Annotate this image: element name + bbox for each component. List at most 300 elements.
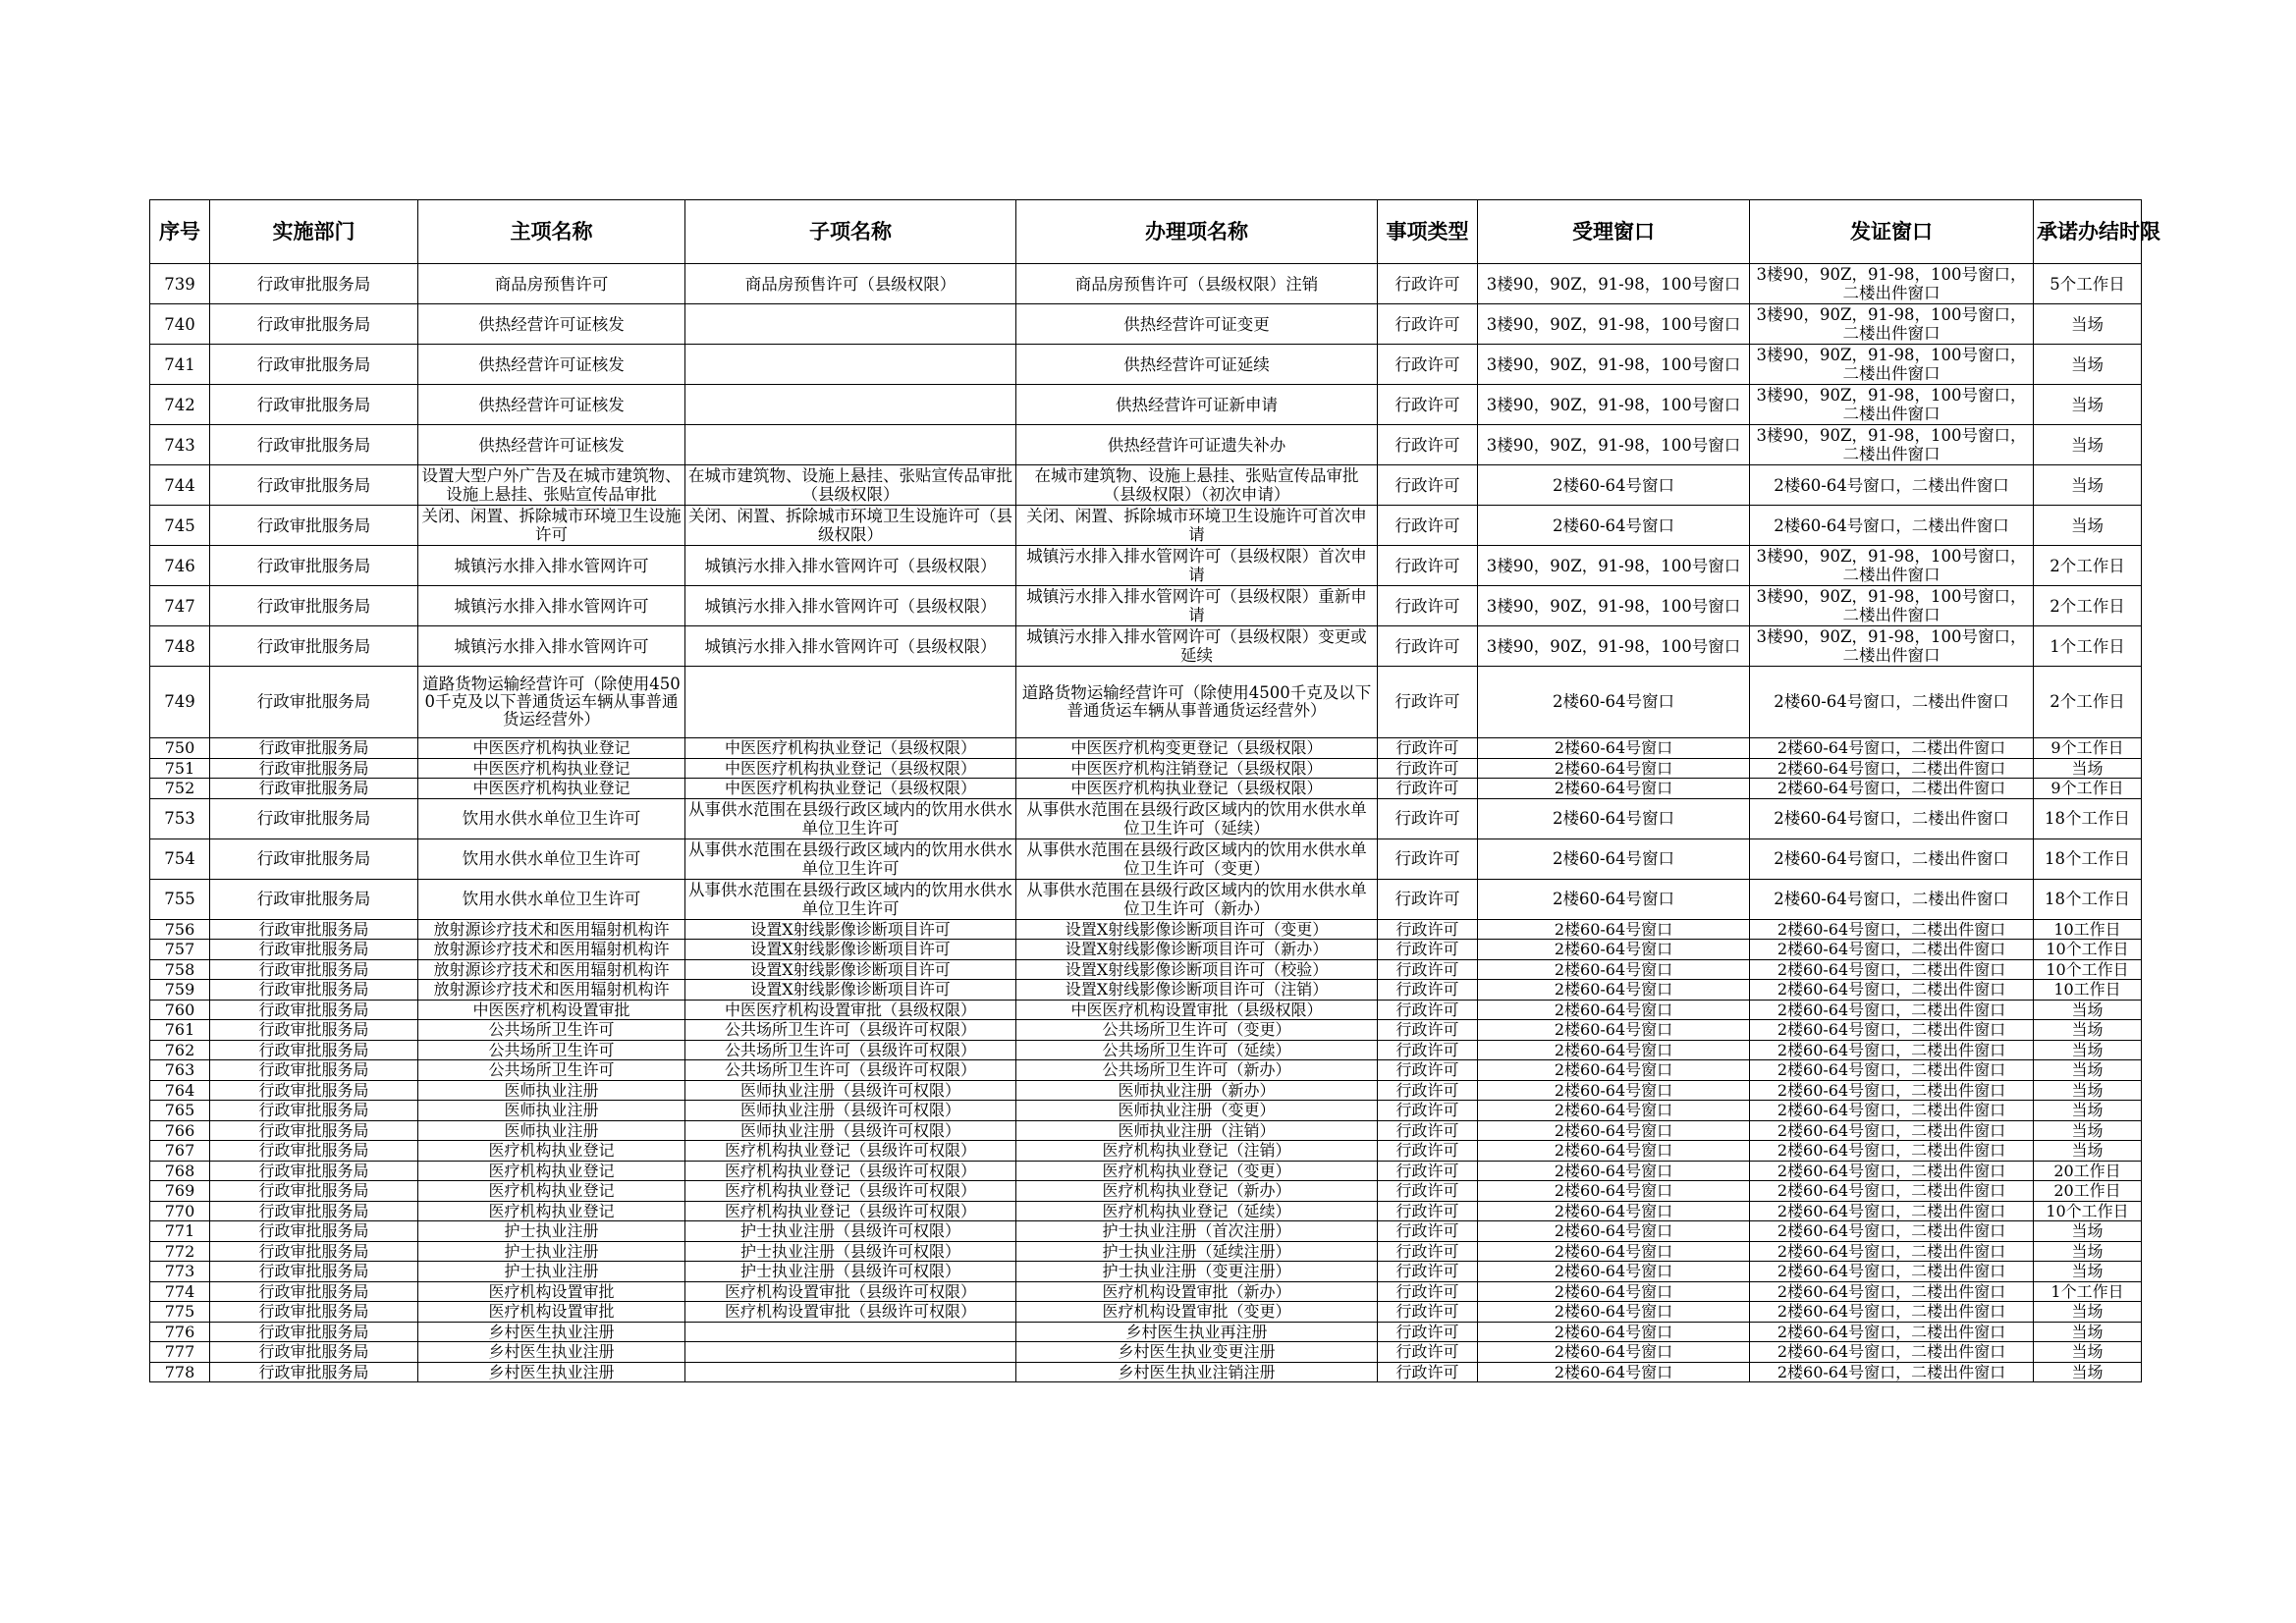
acceptance-window-cell: 2楼60-64号窗口 <box>1478 879 1750 919</box>
row-number-cell: 772 <box>150 1241 210 1262</box>
acceptance-window-cell: 2楼60-64号窗口 <box>1478 758 1750 779</box>
table-row <box>150 1101 2142 1121</box>
sub-item-cell: 从事供水范围在县级行政区域内的饮用水供水单位卫生许可 <box>685 879 1016 919</box>
certificate-window-cell: 2楼60-64号窗口，二楼出件窗口 <box>1750 1040 2034 1060</box>
department-cell: 行政审批服务局 <box>210 304 418 345</box>
handling-item-cell: 医疗机构执业登记（变更） <box>1016 1161 1378 1181</box>
table-row <box>150 264 2142 304</box>
sub-item-cell <box>685 667 1016 738</box>
main-item-cell: 商品房预售许可 <box>418 264 685 304</box>
sub-item-cell: 中医医疗机构执业登记（县级权限） <box>685 738 1016 759</box>
row-number-cell: 755 <box>150 879 210 919</box>
sub-item-cell: 医疗机构执业登记（县级许可权限） <box>685 1141 1016 1162</box>
sub-item-cell: 公共场所卫生许可（县级许可权限） <box>685 1060 1016 1081</box>
certificate-window-cell: 2楼60-64号窗口，二楼出件窗口 <box>1750 839 2034 879</box>
certificate-window-cell: 3楼90，90Z，91-98，100号窗口，二楼出件窗口 <box>1750 304 2034 345</box>
sub-item-cell: 设置X射线影像诊断项目许可 <box>685 959 1016 980</box>
acceptance-window-cell: 2楼60-64号窗口 <box>1478 738 1750 759</box>
department-cell: 行政审批服务局 <box>210 738 418 759</box>
row-number-cell: 771 <box>150 1221 210 1242</box>
acceptance-window-cell: 2楼60-64号窗口 <box>1478 1362 1750 1382</box>
certificate-window-cell: 2楼60-64号窗口，二楼出件窗口 <box>1750 940 2034 960</box>
item-type-cell: 行政许可 <box>1378 667 1478 738</box>
main-item-cell: 中医医疗机构执业登记 <box>418 779 685 799</box>
sub-item-cell: 医师执业注册（县级许可权限） <box>685 1120 1016 1141</box>
table-row <box>150 506 2142 546</box>
row-number-cell: 751 <box>150 758 210 779</box>
handling-item-cell: 公共场所卫生许可（变更） <box>1016 1020 1378 1041</box>
row-number-cell: 778 <box>150 1362 210 1382</box>
handling-item-cell: 中医医疗机构注销登记（县级权限） <box>1016 758 1378 779</box>
sub-item-cell: 中医医疗机构设置审批（县级权限） <box>685 1000 1016 1020</box>
certificate-window-cell: 2楼60-64号窗口，二楼出件窗口 <box>1750 1241 2034 1262</box>
sub-item-cell: 医师执业注册（县级许可权限） <box>685 1101 1016 1121</box>
item-type-cell: 行政许可 <box>1378 264 1478 304</box>
handling-item-cell: 公共场所卫生许可（延续） <box>1016 1040 1378 1060</box>
time-limit-cell: 20工作日 <box>2034 1161 2142 1181</box>
department-cell: 行政审批服务局 <box>210 1161 418 1181</box>
item-type-cell: 行政许可 <box>1378 385 1478 425</box>
sub-item-cell: 公共场所卫生许可（县级许可权限） <box>685 1020 1016 1041</box>
handling-item-cell: 乡村医生执业再注册 <box>1016 1322 1378 1342</box>
row-number-cell: 741 <box>150 345 210 385</box>
department-cell: 行政审批服务局 <box>210 839 418 879</box>
time-limit-cell: 当场 <box>2034 1322 2142 1342</box>
sub-item-cell: 在城市建筑物、设施上悬挂、张贴宣传品审批（县级权限） <box>685 465 1016 506</box>
handling-item-cell: 中医医疗机构设置审批（县级权限） <box>1016 1000 1378 1020</box>
certificate-window-cell: 2楼60-64号窗口，二楼出件窗口 <box>1750 1322 2034 1342</box>
department-cell: 行政审批服务局 <box>210 1362 418 1382</box>
sub-item-cell <box>685 1362 1016 1382</box>
department-cell: 行政审批服务局 <box>210 1342 418 1363</box>
header-cell: 主项名称 <box>418 200 685 264</box>
acceptance-window-cell: 3楼90，90Z，91-98，100号窗口 <box>1478 264 1750 304</box>
sub-item-cell: 中医医疗机构执业登记（县级权限） <box>685 779 1016 799</box>
row-number-cell: 750 <box>150 738 210 759</box>
sub-item-cell: 公共场所卫生许可（县级许可权限） <box>685 1040 1016 1060</box>
table-row <box>150 1221 2142 1242</box>
department-cell: 行政审批服务局 <box>210 1040 418 1060</box>
certificate-window-cell: 2楼60-64号窗口，二楼出件窗口 <box>1750 1120 2034 1141</box>
item-type-cell: 行政许可 <box>1378 1302 1478 1323</box>
handling-item-cell: 医疗机构设置审批（新办） <box>1016 1281 1378 1302</box>
time-limit-cell: 2个工作日 <box>2034 586 2142 626</box>
row-number-cell: 753 <box>150 798 210 839</box>
item-type-cell: 行政许可 <box>1378 879 1478 919</box>
acceptance-window-cell: 3楼90，90Z，91-98，100号窗口 <box>1478 425 1750 465</box>
sub-item-cell <box>685 1322 1016 1342</box>
row-number-cell: 764 <box>150 1080 210 1101</box>
main-item-cell: 医疗机构执业登记 <box>418 1201 685 1221</box>
handling-item-cell: 从事供水范围在县级行政区域内的饮用水供水单位卫生许可（新办） <box>1016 879 1378 919</box>
table-row <box>150 546 2142 586</box>
handling-item-cell: 从事供水范围在县级行政区域内的饮用水供水单位卫生许可（延续） <box>1016 798 1378 839</box>
acceptance-window-cell: 2楼60-64号窗口 <box>1478 1241 1750 1262</box>
certificate-window-cell: 2楼60-64号窗口，二楼出件窗口 <box>1750 919 2034 940</box>
item-type-cell: 行政许可 <box>1378 586 1478 626</box>
table-row <box>150 667 2142 738</box>
header-cell: 序号 <box>150 200 210 264</box>
row-number-cell: 760 <box>150 1000 210 1020</box>
certificate-window-cell: 2楼60-64号窗口，二楼出件窗口 <box>1750 1161 2034 1181</box>
department-cell: 行政审批服务局 <box>210 586 418 626</box>
item-type-cell: 行政许可 <box>1378 1161 1478 1181</box>
main-item-cell: 道路货物运输经营许可（除使用4500千克及以下普通货运车辆从事普通货运经营外） <box>418 667 685 738</box>
time-limit-cell: 2个工作日 <box>2034 667 2142 738</box>
row-number-cell: 762 <box>150 1040 210 1060</box>
handling-item-cell: 医疗机构执业登记（延续） <box>1016 1201 1378 1221</box>
main-item-cell: 供热经营许可证核发 <box>418 385 685 425</box>
row-number-cell: 769 <box>150 1181 210 1202</box>
acceptance-window-cell: 2楼60-64号窗口 <box>1478 1101 1750 1121</box>
table-row <box>150 1161 2142 1181</box>
time-limit-cell: 当场 <box>2034 1362 2142 1382</box>
table-row <box>150 1080 2142 1101</box>
table-row <box>150 919 2142 940</box>
department-cell: 行政审批服务局 <box>210 980 418 1001</box>
time-limit-cell: 当场 <box>2034 1221 2142 1242</box>
item-type-cell: 行政许可 <box>1378 980 1478 1001</box>
time-limit-cell: 当场 <box>2034 506 2142 546</box>
table-row <box>150 1201 2142 1221</box>
main-item-cell: 供热经营许可证核发 <box>418 304 685 345</box>
handling-item-cell: 关闭、闲置、拆除城市环境卫生设施许可首次申请 <box>1016 506 1378 546</box>
acceptance-window-cell: 3楼90，90Z，91-98，100号窗口 <box>1478 304 1750 345</box>
acceptance-window-cell: 2楼60-64号窗口 <box>1478 1201 1750 1221</box>
acceptance-window-cell: 2楼60-64号窗口 <box>1478 1060 1750 1081</box>
table-row <box>150 879 2142 919</box>
time-limit-cell: 1个工作日 <box>2034 626 2142 667</box>
main-item-cell: 城镇污水排入排水管网许可 <box>418 626 685 667</box>
certificate-window-cell: 2楼60-64号窗口，二楼出件窗口 <box>1750 667 2034 738</box>
row-number-cell: 757 <box>150 940 210 960</box>
department-cell: 行政审批服务局 <box>210 465 418 506</box>
handling-item-cell: 医师执业注册（变更） <box>1016 1101 1378 1121</box>
time-limit-cell: 9个工作日 <box>2034 779 2142 799</box>
table-row <box>150 385 2142 425</box>
item-type-cell: 行政许可 <box>1378 758 1478 779</box>
certificate-window-cell: 2楼60-64号窗口，二楼出件窗口 <box>1750 959 2034 980</box>
sub-item-cell: 医师执业注册（县级许可权限） <box>685 1080 1016 1101</box>
handling-item-cell: 护士执业注册（首次注册） <box>1016 1221 1378 1242</box>
main-item-cell: 公共场所卫生许可 <box>418 1040 685 1060</box>
handling-item-cell: 医师执业注册（新办） <box>1016 1080 1378 1101</box>
main-item-cell: 医疗机构设置审批 <box>418 1281 685 1302</box>
acceptance-window-cell: 2楼60-64号窗口 <box>1478 1342 1750 1363</box>
row-number-cell: 777 <box>150 1342 210 1363</box>
handling-item-cell: 乡村医生执业注销注册 <box>1016 1362 1378 1382</box>
department-cell: 行政审批服务局 <box>210 1101 418 1121</box>
table-body <box>150 264 2142 1382</box>
time-limit-cell: 20工作日 <box>2034 1181 2142 1202</box>
main-item-cell: 中医医疗机构设置审批 <box>418 1000 685 1020</box>
item-type-cell: 行政许可 <box>1378 1080 1478 1101</box>
time-limit-cell: 10工作日 <box>2034 980 2142 1001</box>
acceptance-window-cell: 3楼90，90Z，91-98，100号窗口 <box>1478 385 1750 425</box>
handling-item-cell: 设置X射线影像诊断项目许可（注销） <box>1016 980 1378 1001</box>
time-limit-cell: 当场 <box>2034 385 2142 425</box>
row-number-cell: 770 <box>150 1201 210 1221</box>
item-type-cell: 行政许可 <box>1378 1020 1478 1041</box>
row-number-cell: 744 <box>150 465 210 506</box>
item-type-cell: 行政许可 <box>1378 839 1478 879</box>
table-row <box>150 345 2142 385</box>
table-row <box>150 1141 2142 1162</box>
time-limit-cell: 当场 <box>2034 1262 2142 1282</box>
main-item-cell: 医师执业注册 <box>418 1080 685 1101</box>
row-number-cell: 746 <box>150 546 210 586</box>
certificate-window-cell: 2楼60-64号窗口，二楼出件窗口 <box>1750 758 2034 779</box>
table-row <box>150 586 2142 626</box>
time-limit-cell: 当场 <box>2034 304 2142 345</box>
table-row <box>150 465 2142 506</box>
table-row <box>150 738 2142 759</box>
acceptance-window-cell: 2楼60-64号窗口 <box>1478 1120 1750 1141</box>
item-type-cell: 行政许可 <box>1378 919 1478 940</box>
certificate-window-cell: 2楼60-64号窗口，二楼出件窗口 <box>1750 1141 2034 1162</box>
handling-item-cell: 商品房预售许可（县级权限）注销 <box>1016 264 1378 304</box>
certificate-window-cell: 2楼60-64号窗口，二楼出件窗口 <box>1750 1221 2034 1242</box>
header-cell: 办理项名称 <box>1016 200 1378 264</box>
main-item-cell: 城镇污水排入排水管网许可 <box>418 546 685 586</box>
department-cell: 行政审批服务局 <box>210 1201 418 1221</box>
item-type-cell: 行政许可 <box>1378 1101 1478 1121</box>
certificate-window-cell: 2楼60-64号窗口，二楼出件窗口 <box>1750 1181 2034 1202</box>
sub-item-cell: 中医医疗机构执业登记（县级权限） <box>685 758 1016 779</box>
item-type-cell: 行政许可 <box>1378 1040 1478 1060</box>
table-row <box>150 1281 2142 1302</box>
table-row <box>150 959 2142 980</box>
sub-item-cell: 城镇污水排入排水管网许可（县级权限） <box>685 626 1016 667</box>
main-item-cell: 供热经营许可证核发 <box>418 345 685 385</box>
time-limit-cell: 2个工作日 <box>2034 546 2142 586</box>
table-row <box>150 1120 2142 1141</box>
item-type-cell: 行政许可 <box>1378 1120 1478 1141</box>
item-type-cell: 行政许可 <box>1378 1000 1478 1020</box>
handling-item-cell: 医疗机构执业登记（注销） <box>1016 1141 1378 1162</box>
table-row <box>150 1322 2142 1342</box>
sub-item-cell: 护士执业注册（县级许可权限） <box>685 1221 1016 1242</box>
certificate-window-cell: 2楼60-64号窗口，二楼出件窗口 <box>1750 1020 2034 1041</box>
time-limit-cell: 18个工作日 <box>2034 798 2142 839</box>
acceptance-window-cell: 2楼60-64号窗口 <box>1478 1281 1750 1302</box>
sub-item-cell <box>685 1342 1016 1363</box>
item-type-cell: 行政许可 <box>1378 465 1478 506</box>
time-limit-cell: 18个工作日 <box>2034 879 2142 919</box>
certificate-window-cell: 2楼60-64号窗口，二楼出件窗口 <box>1750 1060 2034 1081</box>
main-item-cell: 医疗机构执业登记 <box>418 1161 685 1181</box>
time-limit-cell: 当场 <box>2034 345 2142 385</box>
time-limit-cell: 当场 <box>2034 465 2142 506</box>
row-number-cell: 745 <box>150 506 210 546</box>
table-row <box>150 304 2142 345</box>
main-item-cell: 关闭、闲置、拆除城市环境卫生设施许可 <box>418 506 685 546</box>
item-type-cell: 行政许可 <box>1378 1060 1478 1081</box>
time-limit-cell: 9个工作日 <box>2034 738 2142 759</box>
acceptance-window-cell: 2楼60-64号窗口 <box>1478 506 1750 546</box>
department-cell: 行政审批服务局 <box>210 1241 418 1262</box>
time-limit-cell: 当场 <box>2034 1302 2142 1323</box>
acceptance-window-cell: 2楼60-64号窗口 <box>1478 839 1750 879</box>
row-number-cell: 749 <box>150 667 210 738</box>
handling-item-cell: 在城市建筑物、设施上悬挂、张贴宣传品审批（县级权限）（初次申请） <box>1016 465 1378 506</box>
header-cell: 受理窗口 <box>1478 200 1750 264</box>
main-item-cell: 中医医疗机构执业登记 <box>418 758 685 779</box>
item-type-cell: 行政许可 <box>1378 1181 1478 1202</box>
time-limit-cell: 当场 <box>2034 425 2142 465</box>
main-item-cell: 护士执业注册 <box>418 1262 685 1282</box>
acceptance-window-cell: 2楼60-64号窗口 <box>1478 1302 1750 1323</box>
department-cell: 行政审批服务局 <box>210 345 418 385</box>
sub-item-cell: 护士执业注册（县级许可权限） <box>685 1262 1016 1282</box>
sub-item-cell: 医疗机构设置审批（县级许可权限） <box>685 1302 1016 1323</box>
header-cell: 子项名称 <box>685 200 1016 264</box>
acceptance-window-cell: 2楼60-64号窗口 <box>1478 779 1750 799</box>
acceptance-window-cell: 3楼90，90Z，91-98，100号窗口 <box>1478 626 1750 667</box>
main-item-cell: 医师执业注册 <box>418 1101 685 1121</box>
acceptance-window-cell: 2楼60-64号窗口 <box>1478 1221 1750 1242</box>
time-limit-cell: 18个工作日 <box>2034 839 2142 879</box>
acceptance-window-cell: 2楼60-64号窗口 <box>1478 919 1750 940</box>
handling-item-cell: 中医医疗机构执业登记（县级权限） <box>1016 779 1378 799</box>
certificate-window-cell: 2楼60-64号窗口，二楼出件窗口 <box>1750 1281 2034 1302</box>
table-row <box>150 779 2142 799</box>
item-type-cell: 行政许可 <box>1378 345 1478 385</box>
certificate-window-cell: 2楼60-64号窗口，二楼出件窗口 <box>1750 779 2034 799</box>
certificate-window-cell: 3楼90，90Z，91-98，100号窗口，二楼出件窗口 <box>1750 546 2034 586</box>
certificate-window-cell: 3楼90，90Z，91-98，100号窗口，二楼出件窗口 <box>1750 264 2034 304</box>
table-row <box>150 425 2142 465</box>
main-item-cell: 城镇污水排入排水管网许可 <box>418 586 685 626</box>
item-type-cell: 行政许可 <box>1378 779 1478 799</box>
item-type-cell: 行政许可 <box>1378 626 1478 667</box>
table-row <box>150 1020 2142 1041</box>
certificate-window-cell: 2楼60-64号窗口，二楼出件窗口 <box>1750 738 2034 759</box>
handling-item-cell: 供热经营许可证延续 <box>1016 345 1378 385</box>
sub-item-cell <box>685 425 1016 465</box>
acceptance-window-cell: 2楼60-64号窗口 <box>1478 1040 1750 1060</box>
department-cell: 行政审批服务局 <box>210 546 418 586</box>
department-cell: 行政审批服务局 <box>210 1262 418 1282</box>
main-item-cell: 设置大型户外广告及在城市建筑物、设施上悬挂、张贴宣传品审批 <box>418 465 685 506</box>
sub-item-cell: 城镇污水排入排水管网许可（县级权限） <box>685 546 1016 586</box>
row-number-cell: 773 <box>150 1262 210 1282</box>
department-cell: 行政审批服务局 <box>210 758 418 779</box>
main-item-cell: 公共场所卫生许可 <box>418 1020 685 1041</box>
acceptance-window-cell: 2楼60-64号窗口 <box>1478 1141 1750 1162</box>
handling-item-cell: 城镇污水排入排水管网许可（县级权限）变更或延续 <box>1016 626 1378 667</box>
item-type-cell: 行政许可 <box>1378 798 1478 839</box>
table-row <box>150 1181 2142 1202</box>
handling-item-cell: 供热经营许可证遗失补办 <box>1016 425 1378 465</box>
department-cell: 行政审批服务局 <box>210 1060 418 1081</box>
department-cell: 行政审批服务局 <box>210 919 418 940</box>
row-number-cell: 748 <box>150 626 210 667</box>
item-type-cell: 行政许可 <box>1378 1141 1478 1162</box>
handling-item-cell: 设置X射线影像诊断项目许可（校验） <box>1016 959 1378 980</box>
handling-item-cell: 乡村医生执业变更注册 <box>1016 1342 1378 1363</box>
main-item-cell: 供热经营许可证核发 <box>418 425 685 465</box>
department-cell: 行政审批服务局 <box>210 425 418 465</box>
item-type-cell: 行政许可 <box>1378 1342 1478 1363</box>
time-limit-cell: 5个工作日 <box>2034 264 2142 304</box>
acceptance-window-cell: 3楼90，90Z，91-98，100号窗口 <box>1478 586 1750 626</box>
header-cell: 实施部门 <box>210 200 418 264</box>
item-type-cell: 行政许可 <box>1378 738 1478 759</box>
row-number-cell: 768 <box>150 1161 210 1181</box>
table-row <box>150 758 2142 779</box>
row-number-cell: 765 <box>150 1101 210 1121</box>
certificate-window-cell: 2楼60-64号窗口，二楼出件窗口 <box>1750 1362 2034 1382</box>
handling-item-cell: 城镇污水排入排水管网许可（县级权限）首次申请 <box>1016 546 1378 586</box>
time-limit-cell: 当场 <box>2034 1020 2142 1041</box>
row-number-cell: 752 <box>150 779 210 799</box>
item-type-cell: 行政许可 <box>1378 425 1478 465</box>
table-row <box>150 1040 2142 1060</box>
service-items-table <box>149 199 2160 1382</box>
sub-item-cell: 医疗机构设置审批（县级许可权限） <box>685 1281 1016 1302</box>
sub-item-cell: 医疗机构执业登记（县级许可权限） <box>685 1161 1016 1181</box>
time-limit-cell: 10个工作日 <box>2034 940 2142 960</box>
item-type-cell: 行政许可 <box>1378 940 1478 960</box>
acceptance-window-cell: 2楼60-64号窗口 <box>1478 1161 1750 1181</box>
certificate-window-cell: 2楼60-64号窗口，二楼出件窗口 <box>1750 1201 2034 1221</box>
item-type-cell: 行政许可 <box>1378 1322 1478 1342</box>
department-cell: 行政审批服务局 <box>210 264 418 304</box>
certificate-window-cell: 2楼60-64号窗口，二楼出件窗口 <box>1750 879 2034 919</box>
table-row <box>150 626 2142 667</box>
table-row <box>150 1000 2142 1020</box>
main-item-cell: 乡村医生执业注册 <box>418 1342 685 1363</box>
acceptance-window-cell: 2楼60-64号窗口 <box>1478 1181 1750 1202</box>
certificate-window-cell: 3楼90，90Z，91-98，100号窗口，二楼出件窗口 <box>1750 586 2034 626</box>
main-item-cell: 放射源诊疗技术和医用辐射机构许 <box>418 919 685 940</box>
handling-item-cell: 城镇污水排入排水管网许可（县级权限）重新申请 <box>1016 586 1378 626</box>
header-cell: 承诺办结时限 <box>2034 200 2142 264</box>
department-cell: 行政审批服务局 <box>210 1000 418 1020</box>
department-cell: 行政审批服务局 <box>210 1221 418 1242</box>
acceptance-window-cell: 2楼60-64号窗口 <box>1478 1322 1750 1342</box>
time-limit-cell: 10工作日 <box>2034 919 2142 940</box>
handling-item-cell: 护士执业注册（变更注册） <box>1016 1262 1378 1282</box>
main-item-cell: 医疗机构设置审批 <box>418 1302 685 1323</box>
time-limit-cell: 当场 <box>2034 1241 2142 1262</box>
time-limit-cell: 当场 <box>2034 758 2142 779</box>
department-cell: 行政审批服务局 <box>210 1181 418 1202</box>
certificate-window-cell: 2楼60-64号窗口，二楼出件窗口 <box>1750 506 2034 546</box>
row-number-cell: 766 <box>150 1120 210 1141</box>
row-number-cell: 775 <box>150 1302 210 1323</box>
department-cell: 行政审批服务局 <box>210 506 418 546</box>
main-item-cell: 放射源诊疗技术和医用辐射机构许 <box>418 980 685 1001</box>
row-number-cell: 739 <box>150 264 210 304</box>
main-item-cell: 饮用水供水单位卫生许可 <box>418 798 685 839</box>
handling-item-cell: 设置X射线影像诊断项目许可（新办） <box>1016 940 1378 960</box>
acceptance-window-cell: 2楼60-64号窗口 <box>1478 465 1750 506</box>
department-cell: 行政审批服务局 <box>210 940 418 960</box>
main-item-cell: 乡村医生执业注册 <box>418 1322 685 1342</box>
row-number-cell: 774 <box>150 1281 210 1302</box>
time-limit-cell: 当场 <box>2034 1120 2142 1141</box>
item-type-cell: 行政许可 <box>1378 1262 1478 1282</box>
certificate-window-cell: 3楼90，90Z，91-98，100号窗口，二楼出件窗口 <box>1750 385 2034 425</box>
item-type-cell: 行政许可 <box>1378 1221 1478 1242</box>
sub-item-cell: 关闭、闲置、拆除城市环境卫生设施许可（县级权限） <box>685 506 1016 546</box>
department-cell: 行政审批服务局 <box>210 1141 418 1162</box>
acceptance-window-cell: 3楼90，90Z，91-98，100号窗口 <box>1478 345 1750 385</box>
item-type-cell: 行政许可 <box>1378 1201 1478 1221</box>
table-row <box>150 980 2142 1001</box>
